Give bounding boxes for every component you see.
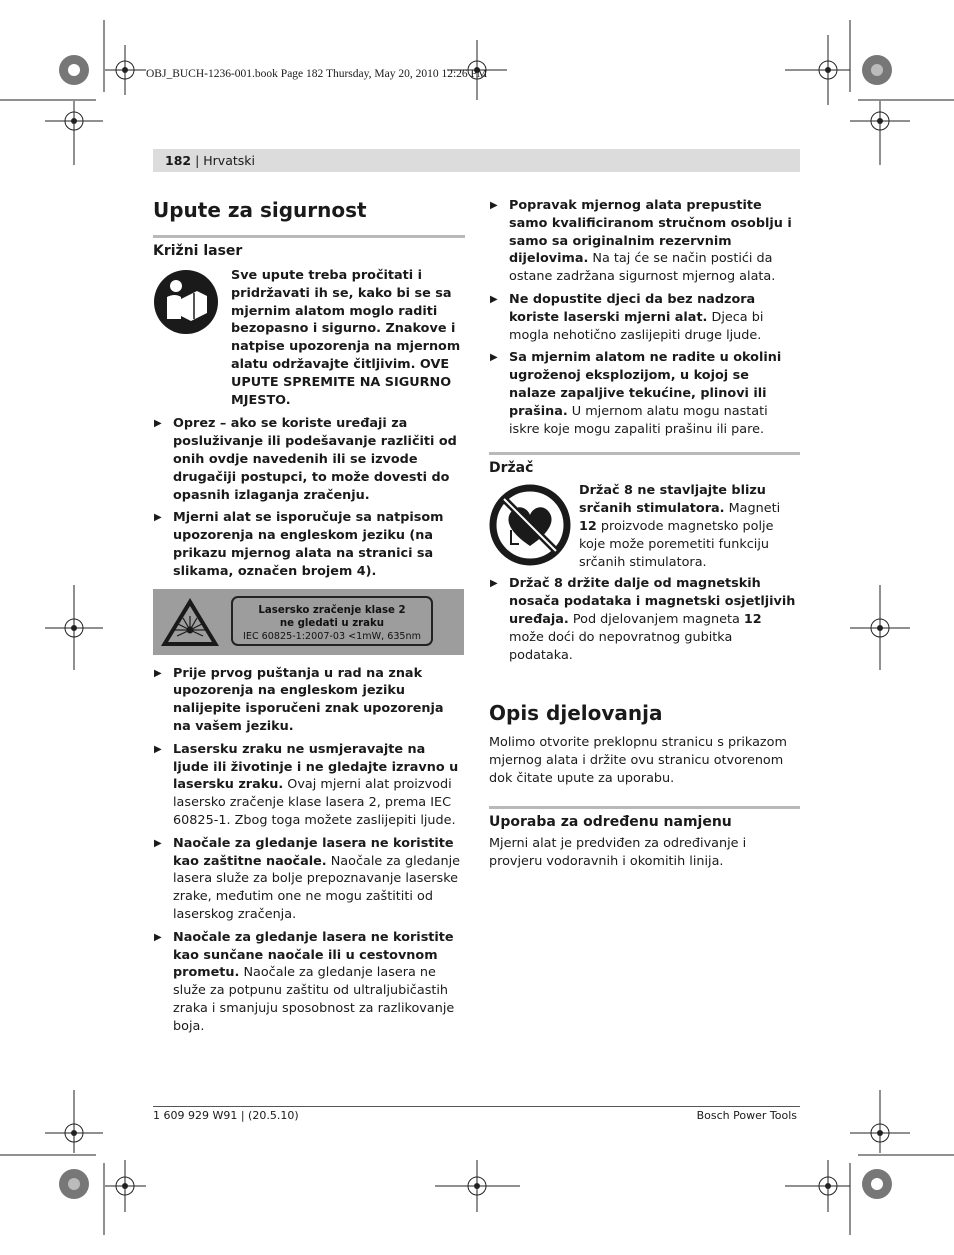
bullet-arrow-icon: ▶: [154, 512, 162, 524]
pacemaker-warning: Držač 8 ne stavljajte blizu srčanih stimulatora. Magneti 12 proizvode magnetsko polje koje može poremetiti funkciju srčanih stimulatora.: [579, 483, 781, 570]
list-item: ▶ Držač 8 držite dalje od magnetskih nosača podataka i magnetski osjetljivih uređaja. Pod djelovanjem magneta 12 može doći do nepovratnog gubitka podataka.: [490, 576, 796, 663]
subsection-title: Držač: [489, 460, 534, 477]
section-title-function: Opis djelovanja: [489, 701, 663, 726]
bullet-arrow-icon: ▶: [490, 293, 498, 305]
bullet-arrow-icon: ▶: [490, 352, 498, 364]
function-description: Molimo otvorite preklopnu stranicu s prikazom mjernog alata i držite ovu stranicu otvorenom dok čitate upute za uporabu.: [489, 735, 787, 786]
section-title-safety: Upute za sigurnost: [153, 198, 367, 222]
footer-brand: Bosch Power Tools: [696, 1109, 797, 1122]
subsection-holder: [489, 452, 800, 477]
subsection-title: Križni laser: [153, 243, 243, 259]
subsection-title: Uporaba za određenu namjenu: [489, 813, 732, 830]
page-number: 182: [165, 153, 192, 168]
subsection-cross-laser: [153, 235, 465, 260]
list-item: ▶ Ne dopustite djeci da bez nadzora koriste laserski mjerni alat. Djeca bi mogla nehotično zaslijepiti druge ljude.: [490, 291, 764, 343]
bullet-arrow-icon: ▶: [154, 931, 162, 943]
bullet-arrow-icon: ▶: [154, 667, 162, 679]
footer-doc-number: 1 609 929 W91 | (20.5.10): [153, 1109, 299, 1122]
no-pacemaker-icon: [489, 484, 571, 566]
laser-warning-label: [153, 589, 464, 655]
list-item: ▶ Naočale za gledanje lasera ne koristite kao zaštitne naočale. Naočale za gledanje lasera služe za bolje prepoznavanje laserske zrake, međutim one ne mogu zaštititi od laserskog zračenja.: [154, 835, 461, 922]
subsection-intended-use: [489, 806, 800, 831]
list-item: ▶ Naočale za gledanje lasera ne koristite kao sunčane naočale ili u cestovnom prometu. Naočale za gledanje lasera ne služe za potpunu zaštitu od ultraljubičastih zraka i smanjuju sposobnost za razlikovanje boja.: [154, 929, 455, 1034]
list-item: ▶ Mjerni alat se isporučuje sa natpisom upozorenja na engleskom jeziku (na prikazu mjernog alata na stranici sa slikama, označen brojem 4).: [154, 510, 444, 579]
bullet-arrow-icon: ▶: [490, 200, 498, 211]
read-manual-row: [153, 267, 465, 409]
laser-hazard-icon: [159, 596, 221, 648]
left-column: [153, 197, 465, 1040]
print-line: OBJ_BUCH-1236-001.book Page 182 Thursday, May 20, 2010 12:26 PM: [146, 68, 488, 80]
list-item: ▶ Lasersku zraku ne usmjeravajte na ljude ili životinje i ne gledajte izravno u lasersku zraku. Ovaj mjerni alat proizvodi lasersko zračenje klase lasera 2, prema IEC 60825-1. Zbog toga možete zaslijepiti ljude.: [154, 741, 459, 828]
list-item: ▶ Popravak mjernog alata prepustite samo kvalificiranom stručnom osoblju i samo sa originalnim rezervnim dijelovima. Na taj će se način postići da ostane zadržana sigurnost mjernog alata.: [490, 198, 792, 285]
laser-class-label: Lasersko zračenje klase 2 ne gledati u zraku IEC 60825-1:2007-03 <1mW, 635nm: [231, 596, 433, 646]
header-separator: |: [191, 153, 204, 168]
list-item: ▶ Sa mjernim alatom ne radite u okolini ugroženoj eksplozijom, u kojoj se nalaze zapaljive tekućine, plinovi ili prašina. U mjernom alatu mogu nastati iskre koje mogu zapaliti prašinu ili pare.: [490, 350, 782, 437]
right-column: [489, 197, 800, 870]
bullet-arrow-icon: ▶: [490, 578, 498, 590]
footer-divider: [153, 1106, 800, 1107]
page-header: [165, 153, 255, 168]
pacemaker-warning-row: [489, 482, 800, 571]
intro-warning: Sve upute treba pročitati i pridržavati ih se, kako bi se sa mjernim alatom moglo raditi bezopasno i sigurno. Znakove i natpise upozorenja na mjernom alatu održavajte čitljivim. OVE UPUTE SPREMITE NA SIGURNO MJESTO.: [231, 268, 461, 408]
intended-use-text: Mjerni alat je predviđen za određivanje i provjeru vodoravnih i okomitih linija.: [489, 835, 747, 869]
read-manual-icon: [153, 269, 219, 335]
bullet-arrow-icon: ▶: [154, 837, 162, 849]
list-item: ▶ Prije prvog puštanja u rad na znak upozorenja na engleskom jeziku nalijepite isporučeni znak upozorenja na vašem jeziku.: [154, 665, 444, 734]
header-language: Hrvatski: [203, 153, 255, 168]
bullet-arrow-icon: ▶: [154, 743, 162, 755]
list-item: ▶ Oprez – ako se koriste uređaji za posluživanje ili podešavanje različiti od onih ovdje navedenih ili se izvode drugačiji postupci, to može dovesti do opasnih izlaganja zračenju.: [154, 416, 457, 503]
bullet-arrow-icon: ▶: [154, 418, 162, 430]
